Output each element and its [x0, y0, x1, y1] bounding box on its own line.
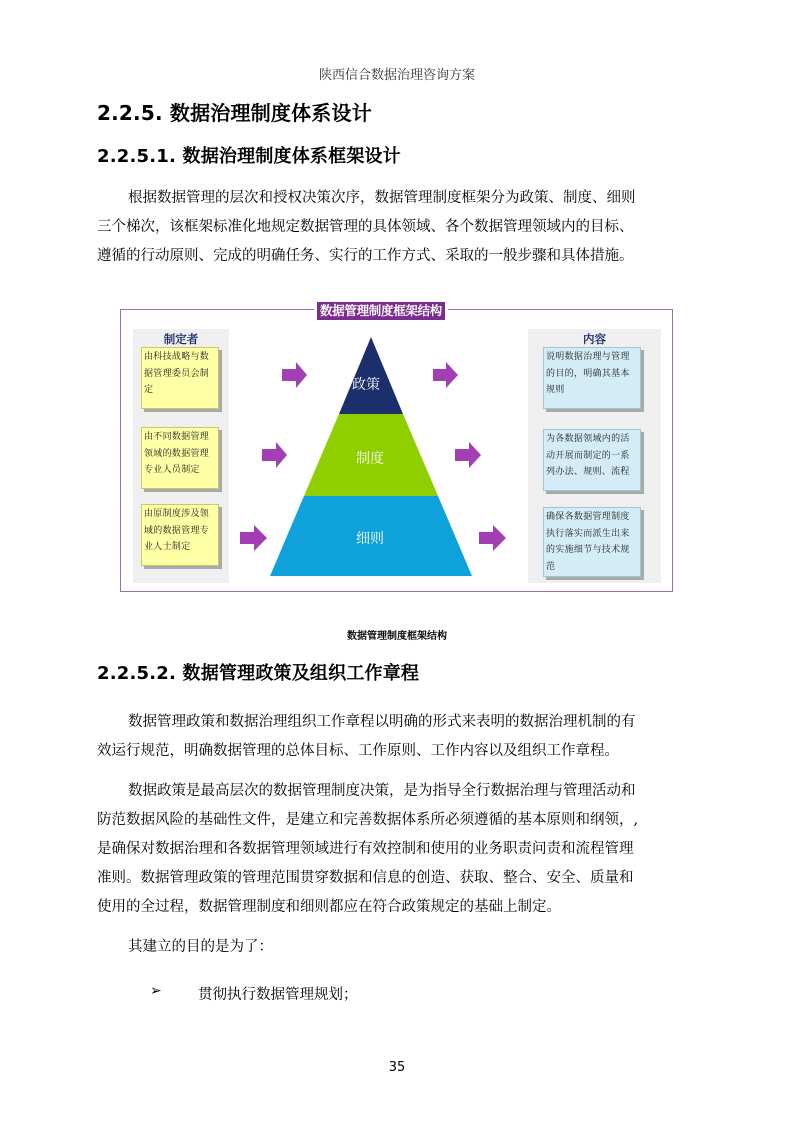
arrow-right-icon [433, 362, 458, 388]
arrow-right-icon [455, 442, 481, 468]
maker-note: 由科技战略与数据管理委员会制定 [141, 347, 219, 409]
level-label-policy: 政策 [352, 377, 380, 393]
content-note: 为各数据领域内的活动开展而制定的一系列办法、规则、流程 [543, 429, 641, 491]
maker-note: 由原制度涉及领域的数据管理专业人士制定 [141, 504, 219, 566]
arrow-right-icon [479, 525, 506, 551]
text-line: 准则。数据管理政策的管理范围贯穿数据和信息的创造、获取、整合、安全、质量和 [97, 870, 634, 886]
page-number: 35 [388, 1060, 406, 1075]
text-line: 三个梯次，该框架标准化地规定数据管理的具体领域、各个数据管理领域内的目标、 [97, 219, 634, 235]
content-note: 确保各数据管理制度执行落实而派生出来的实施细节与技术规范 [543, 507, 641, 577]
text-line: 数据政策是最高层次的数据管理制度决策，是为指导全行数据治理与管理活动和 [128, 783, 636, 799]
figure-caption: 数据管理制度框架结构 [347, 631, 447, 642]
page-header: 陕西信合数据治理咨询方案 [318, 68, 475, 83]
level-label-rules: 制度 [356, 451, 384, 467]
text-line: 遵循的行动原则、完成的明确任务、实行的工作方式、采取的一般步骤和具体措施。 [97, 248, 634, 264]
section-heading: 2.2.5. 数据治理制度体系设计 [97, 101, 372, 125]
bullet-marker: ➢ [150, 983, 162, 999]
level-label-details: 细则 [356, 531, 384, 547]
arrow-right-icon [240, 525, 267, 551]
content-note: 说明数据治理与管理的目的，明确其基本规则 [543, 347, 641, 409]
text-line: 防范数据风险的基础性文件，是建立和完善数据体系所必须遵循的基本原则和纲领，, [97, 812, 639, 828]
text-line: 根据数据管理的层次和授权决策次序，数据管理制度框架分为政策、制度、细则 [128, 190, 636, 206]
text-line: 效运行规范，明确数据管理的总体目标、工作原则、工作内容以及组织工作章程。 [97, 743, 619, 759]
subsection-heading-1: 2.2.5.1. 数据治理制度体系框架设计 [97, 146, 401, 167]
bullet-item: 贯彻执行数据管理规划； [198, 987, 358, 1003]
maker-note: 由不同数据管理领域的数据管理专业人员制定 [141, 427, 219, 489]
makers-panel-heading: 制定者 [163, 332, 199, 346]
content-panel-heading: 内容 [583, 332, 606, 346]
text-line: 其建立的目的是为了： [128, 939, 273, 955]
text-line: 数据管理政策和数据治理组织工作章程以明确的形式来表明的数据治理机制的有 [128, 714, 636, 730]
text-line: 使用的全过程，数据管理制度和细则都应在符合政策规定的基础上制定。 [97, 899, 561, 915]
arrow-right-icon [262, 442, 287, 468]
subsection-heading-2: 2.2.5.2. 数据管理政策及组织工作章程 [97, 663, 420, 684]
arrow-right-icon [282, 362, 307, 388]
text-line: 是确保对数据治理和各数据管理领域进行有效控制和使用的业务职责问责和流程管理 [97, 841, 634, 857]
diagram-title: 数据管理制度框架结构 [314, 300, 448, 318]
